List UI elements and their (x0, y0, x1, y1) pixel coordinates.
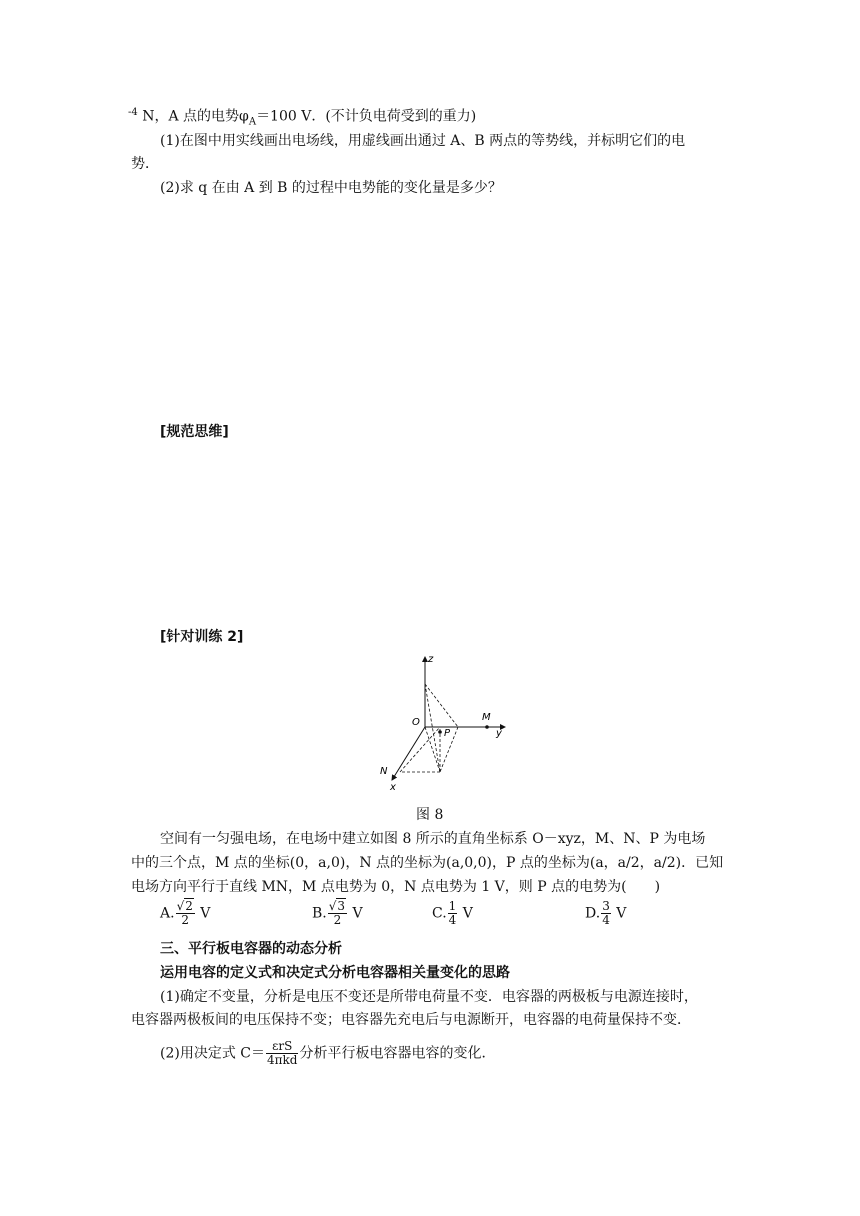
text-line-4: (2)求 q 在由 A 到 B 的过程中电势能的变化量是多少？ (160, 180, 502, 196)
label-p: P (444, 728, 451, 739)
text-line-3: 势． (131, 156, 159, 172)
label-y: y (496, 728, 502, 739)
text-line-p5: 电容器两极板间的电压保持不变；电容器先充电后与电源断开，电容器的电荷量保持不变． (131, 1012, 691, 1028)
label-o: O (412, 717, 420, 728)
section-label-guifan: [规范思维] (160, 424, 229, 440)
dashed-line (400, 727, 440, 772)
label-z: z (428, 654, 434, 665)
option-d: D. $\frac{3}{4}$ V (585, 899, 627, 928)
problem-line-1: 空间有一匀强电场，在电场中建立如图 8 所示的直角坐标系 O－xyz，M、N、P 为电场 (160, 831, 706, 847)
problem-line-3: 电场方向平行于直线 MN，M 点电势为 0，N 点电势为 1 V，则 P 点的电势为( ) (131, 879, 661, 895)
text-line-p4: (1)确定不变量，分析是电压不变还是所带电荷量不变．电容器的两极板与电源连接时， (160, 989, 698, 1005)
figure-caption: 图 8 (416, 807, 444, 823)
point-p (438, 730, 442, 734)
dashed-line (425, 684, 440, 772)
capacitance-formula: $\frac{\text{εrS}}{\text{4πkd}}$ (267, 1039, 298, 1068)
problem-line-2: 中的三个点，M 点的坐标(0，a,0)，N 点的坐标为(a,0,0)，P 点的坐标为(a，a/2，a/2)．已知 (131, 855, 724, 871)
point-m (485, 725, 489, 729)
dashed-line (425, 684, 458, 727)
label-n: N (380, 766, 388, 777)
option-b: B. $\frac{√3}{2}$ V (312, 899, 363, 928)
text-line-2: (1)在图中用实线画出电场线，用虚线画出通过 A、B 两点的等势线，并标明它们的电 (160, 133, 686, 149)
option-a: A. $\frac{√2}{2}$ V (160, 899, 211, 928)
dashed-line (425, 727, 440, 772)
option-c: C. $\frac{1}{4}$ V (432, 899, 473, 928)
coordinate-figure (380, 652, 520, 792)
section-subtitle: 运用电容的定义式和决定式分析电容器相关量变化的思路 (160, 965, 510, 981)
label-m: M (482, 712, 491, 723)
label-x: x (390, 782, 396, 792)
section-label-zhendui: [针对训练 2] (160, 629, 244, 645)
text-line-1: $^{-4}$ N，A 点的电势$\varphi_A=100$ V．(不计负电荷受到的重力) (128, 107, 477, 128)
section-heading: 三、平行板电容器的动态分析 (160, 941, 342, 957)
text-line-p6: (2)用决定式 C＝ $\frac{\text{εrS}}{\text{4πkd}}$ 分析平行板电容器电容的变化． (160, 1039, 496, 1068)
